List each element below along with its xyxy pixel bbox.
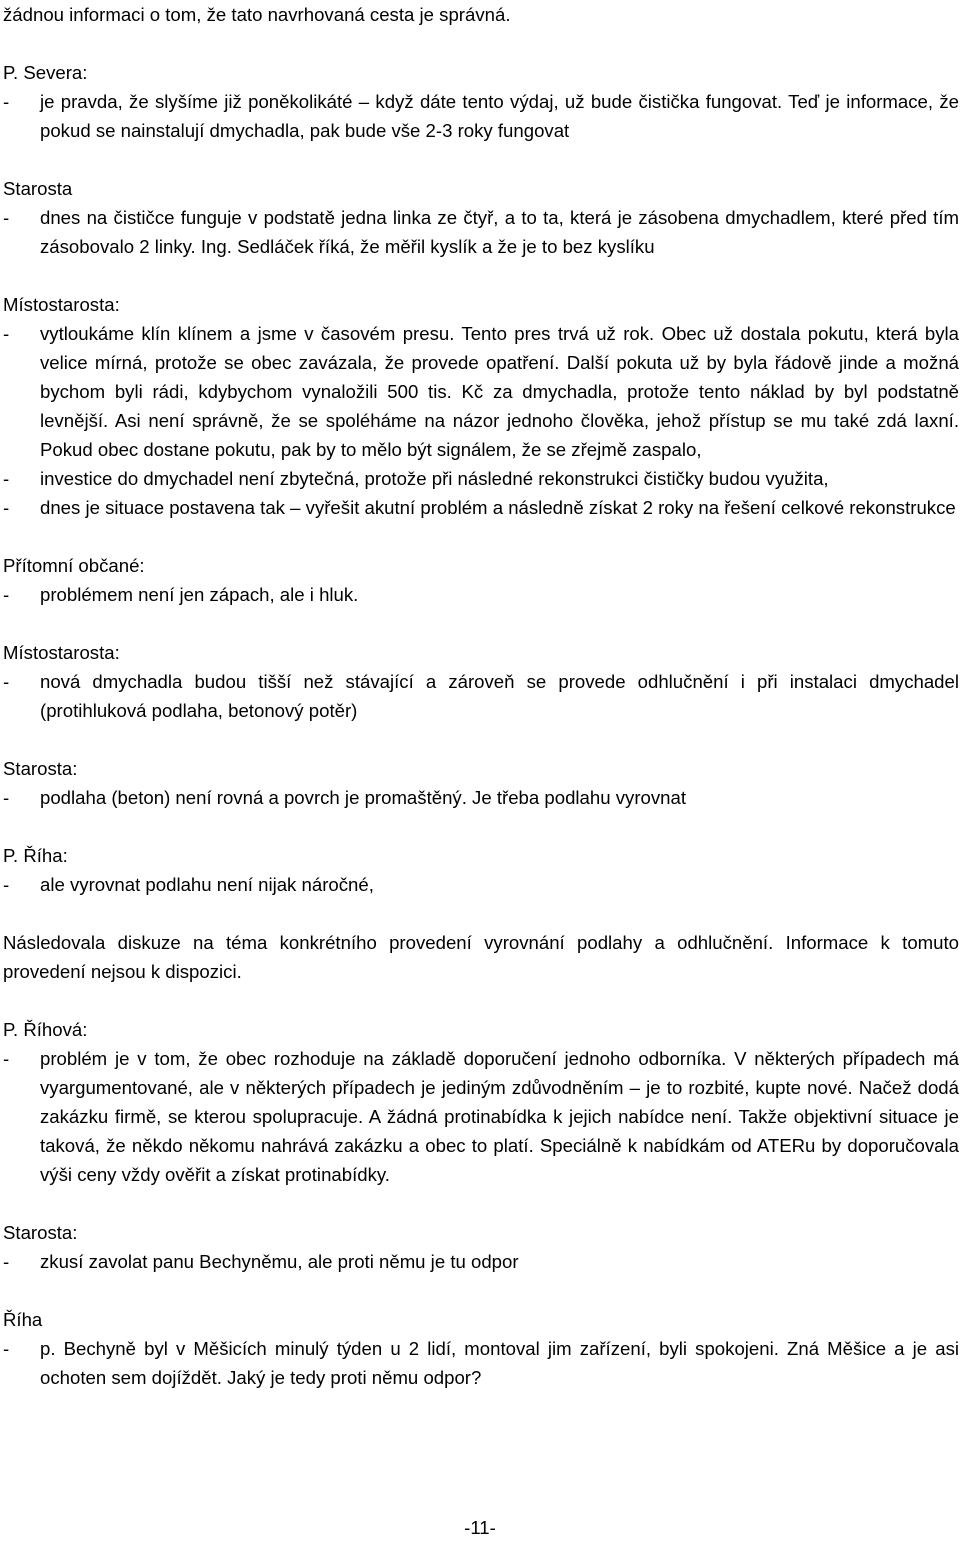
bullet-text: podlaha (beton) není rovná a povrch je promaštěný. Je třeba podlahu vyrovnat: [40, 787, 687, 808]
narration-paragraph: Následovala diskuze na téma konkrétního provedení vyrovnání podlahy a odhlučnění. Informace k tomuto provedení nejsou k dispozici.: [3, 932, 959, 982]
speaker-label: P. Říha:: [3, 845, 68, 866]
spacer: [3, 1276, 959, 1305]
bullet-item: [3, 203, 959, 261]
bullet-text: dnes na čističce funguje v podstatě jedna linka ze čtyř, a to ta, která je zásobena dmychadlem, které před tím zásobovalo 2 linky. Ing. Sedláček říká, že měřil kyslík a že je to bez kyslíku: [40, 207, 959, 257]
bullet-text: problémem není jen zápach, ale i hluk.: [40, 584, 359, 605]
bullet-item: [3, 493, 959, 522]
speech-block: [3, 58, 959, 145]
bullet-text: zkusí zavolat panu Bechyněmu, ale proti němu je tu odpor: [40, 1251, 519, 1272]
bullet-item: [3, 1044, 959, 1189]
dash-marker: -: [3, 1338, 10, 1359]
speaker-label: Přítomní občané:: [3, 555, 145, 576]
page-number: -11-: [464, 1517, 496, 1538]
spacer: [3, 522, 959, 551]
spacer: [3, 812, 959, 841]
speech-block: [3, 638, 959, 725]
dash-marker: -: [3, 787, 10, 808]
speech-block: [3, 551, 959, 609]
bullet-text: ale vyrovnat podlahu není nijak náročné,: [40, 874, 374, 895]
bullet-item: [3, 667, 959, 725]
spacer: [3, 986, 959, 1015]
bullet-item: [3, 87, 959, 145]
bullet-item: [3, 783, 959, 812]
dash-marker: -: [3, 1048, 10, 1069]
speaker-label: Místostarosta:: [3, 294, 120, 315]
speaker-label: Místostarosta:: [3, 642, 120, 663]
bullet-item: [3, 870, 959, 899]
speaker-label: P. Severa:: [3, 62, 88, 83]
dash-marker: -: [3, 468, 10, 489]
speaker-label: Říha: [3, 1309, 43, 1330]
bullet-item: [3, 1334, 959, 1392]
dash-marker: -: [3, 91, 10, 112]
bullet-item: [3, 319, 959, 464]
speech-block: [3, 754, 959, 812]
bullet-text: dnes je situace postavena tak – vyřešit akutní problém a následně získat 2 roky na řešení celkové rekonstrukce: [40, 497, 956, 518]
dash-marker: -: [3, 1251, 10, 1272]
bullet-item: [3, 580, 959, 609]
speech-block: [3, 1218, 959, 1276]
speech-block: [3, 1015, 959, 1189]
bullet-text: investice do dmychadel není zbytečná, protože při následné rekonstrukci čističky budou využita,: [40, 468, 829, 489]
dash-marker: -: [3, 497, 10, 518]
speaker-label: P. Říhová:: [3, 1019, 88, 1040]
bullet-item: [3, 464, 959, 493]
dash-marker: -: [3, 207, 10, 228]
spacer: [3, 609, 959, 638]
dash-marker: -: [3, 584, 10, 605]
spacer: [3, 29, 959, 58]
document-page: [3, 0, 959, 1392]
bullet-text: je pravda, že slyšíme již poněkolikáté – když dáte tento výdaj, už bude čistička fungovat. Teď je informace, že pokud se nainstalují dmychadla, pak bude vše 2-3 roky fungovat: [40, 91, 959, 141]
spacer: [3, 899, 959, 928]
speech-block: [3, 290, 959, 522]
spacer: [3, 145, 959, 174]
spacer: [3, 725, 959, 754]
dash-marker: -: [3, 874, 10, 895]
speaker-label: Starosta: [3, 178, 73, 199]
bullet-item: [3, 1247, 959, 1276]
speech-block: [3, 174, 959, 261]
spacer: [3, 1189, 959, 1218]
spacer: [3, 261, 959, 290]
bullet-text: problém je v tom, že obec rozhoduje na základě doporučení jednoho odborníka. V některých případech má vyargumentované, ale v některých případech je jediným zdůvodněním – je to rozbité, kupte nové. Načež dodá zakázku firmě, se kterou spolupracuje. A žádná protinabídka k jejich nabídce není. Takže objektivní situace je taková, že někdo někomu nahrává zakázku a obec to platí. Speciálně k nabídkám od ATERu by doporučovala výši ceny vždy ověřit a získat protinabídky.: [40, 1048, 959, 1185]
bullet-text: nová dmychadla budou tišší než stávající a zároveň se provede odhlučnění i při instalaci dmychadel (protihluková podlaha, betonový potěr): [40, 671, 959, 721]
intro-line: žádnou informaci o tom, že tato navrhovaná cesta je správná.: [3, 4, 511, 25]
speaker-label: Starosta:: [3, 1222, 78, 1243]
dash-marker: -: [3, 671, 10, 692]
speaker-label: Starosta:: [3, 758, 78, 779]
bullet-text: p. Bechyně byl v Měšicích minulý týden u 2 lidí, montoval jim zařízení, byli spokojeni. Zná Měšice a je asi ochoten sem dojíždět. Jaký je tedy proti němu odpor?: [40, 1338, 959, 1388]
speech-block: [3, 1305, 959, 1392]
bullet-text: vytloukáme klín klínem a jsme v časovém presu. Tento pres trvá už rok. Obec už dostala pokutu, která byla velice mírná, protože se obec zavázala, že provede opatření. Další pokuta už by byla řádově jinde a možná bychom byli rádi, kdybychom vynaložili 500 tis. Kč za dmychadla, protože tento náklad by byl podstatně levnější. Asi není správně, že se spoléháme na názor jednoho člověka, jehož přístup se mu také zdá laxní. Pokud obec dostane pokutu, pak by to mělo být signálem, že se zřejmě zaspalo,: [40, 323, 959, 460]
dash-marker: -: [3, 323, 10, 344]
speech-block: [3, 841, 959, 899]
